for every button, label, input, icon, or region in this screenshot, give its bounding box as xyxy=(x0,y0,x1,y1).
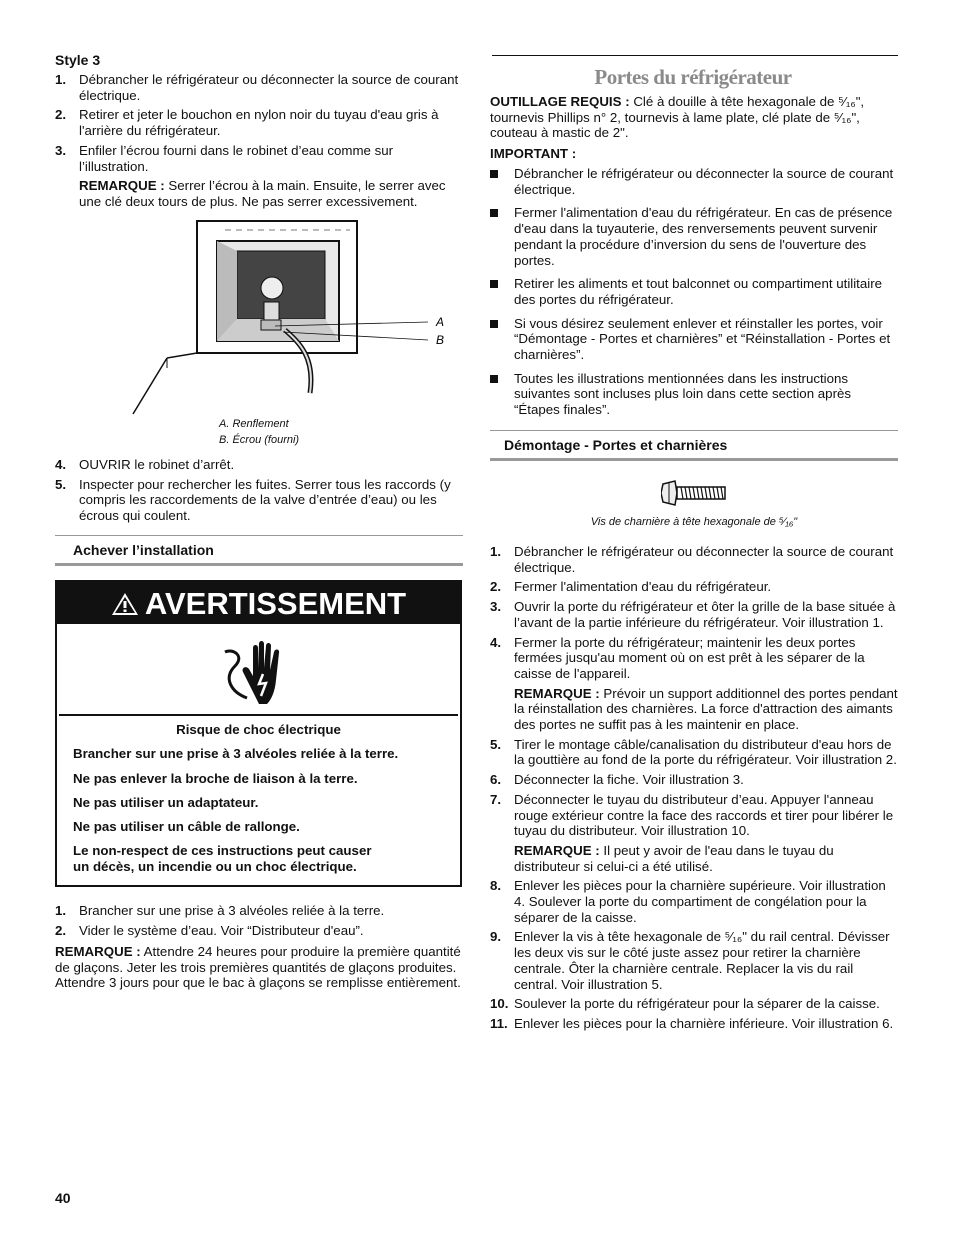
style-heading: Style 3 xyxy=(55,52,101,68)
hex-screw-icon xyxy=(661,480,727,506)
list-item: Retirer les aliments et tout balconnet ou compartiment utilitaire des portes du réfrigérateur. xyxy=(490,276,898,307)
tools-required: OUTILLAGE REQUIS : Clé à douille à tête hexagonale de ⁵⁄₁₆", tournevis Phillips n° 2, tournevis à lame plate, clé plate de ⁵⁄₁₆", couteau à mastic de 2". xyxy=(490,94,865,141)
warning-line: Ne pas utiliser un câble de rallonge. xyxy=(73,819,300,834)
section-header xyxy=(490,430,898,461)
list-item: 4. Fermer la porte du réfrigérateur; maintenir les deux portes fermées jusqu'au moment où on est prêt à les séparer de la caisse de l'appareil. xyxy=(490,634,865,681)
warning-line: un décès, un incendie ou un choc électrique. xyxy=(73,859,357,874)
list-item: Débrancher le réfrigérateur ou déconnecter la source de courant électrique. xyxy=(490,166,898,197)
screw-caption: Vis de charnière à tête hexagonale de ⁵⁄₁₆" xyxy=(590,516,798,528)
list-item: 7. Déconnecter le tuyau du distributeur d’eau. Appuyer l'anneau rouge extérieur contre la face des raccords et tirer pour libérer le tuyau du distributeur. Voir illustration 10. xyxy=(490,791,894,839)
list-item: 3. Ouvrir la porte du réfrigérateur et ôter la grille de la base située à l’avant de la partie inférieure du réfrigérateur. Voir illustration 1. xyxy=(490,599,896,630)
list-item: Si vous désirez seulement enlever et réinstaller les portes, voir “Démontage - Portes et charnières” et “Réinstallation - Portes et charnières”. xyxy=(490,316,898,363)
warning-hazard: Risque de choc électrique xyxy=(176,722,341,737)
list-item: 1. Brancher sur une prise à 3 alvéoles reliée à la terre. xyxy=(55,903,385,918)
section-title: Achever l’installation xyxy=(73,542,214,558)
list-item: 5. Tirer le montage câble/canalisation du distributeur d'eau hors de la gouttière au fond de la porte du réfrigérateur. Voir illustration 2. xyxy=(490,736,897,768)
remark: REMARQUE : Il peut y avoir de l'eau dans le tuyau du distributeur si celui-ci a été utilisé. xyxy=(514,842,834,874)
list-item: Fermer l'alimentation d'eau du réfrigérateur. En cas de présence d'eau dans la tuyauterie, des renversements peuvent survenir pendant la procédure d’inversion du sens de l'ouverture des portes. xyxy=(490,205,898,268)
steps-list-c xyxy=(55,903,463,938)
warning-line: Le non-respect de ces instructions peut causer xyxy=(73,843,372,858)
electric-shock-hand-icon xyxy=(219,634,291,706)
list-item: 8. Enlever les pièces pour la charnière supérieure. Voir illustration 4. Soulever la porte du compartiment de congélation pour la séparer de la caisse. xyxy=(490,878,886,925)
steps-list-b xyxy=(55,457,463,524)
warning-line: Ne pas utiliser un adaptateur. xyxy=(73,795,259,810)
warning-box xyxy=(55,580,462,887)
section-main-title: Portes du réfrigérateur xyxy=(594,65,792,89)
water-valve-illustration xyxy=(125,218,455,416)
list-item: Toutes les illustrations mentionnées dans les instructions suivantes sont incluses plus loin dans cette section après “Étapes finales”. xyxy=(490,371,898,418)
steps-list xyxy=(490,544,898,1032)
section-header xyxy=(55,535,463,566)
list-item: 11. Enlever les pièces pour la charnière inférieure. Voir illustration 6. xyxy=(490,1015,894,1031)
page-number: 40 xyxy=(55,1190,71,1206)
important-bullets xyxy=(490,166,898,418)
warning-icon-area xyxy=(59,624,458,716)
warning-line: Ne pas enlever la broche de liaison à la terre. xyxy=(73,771,358,786)
warning-line: Brancher sur une prise à 3 alvéoles reliée à la terre. xyxy=(73,746,399,761)
label-b: B xyxy=(436,333,445,347)
title-rule xyxy=(492,55,898,56)
list-item: 2. Retirer et jeter le bouchon en nylon noir du tuyau d'eau gris à l'arrière du réfrigérateur. xyxy=(55,107,439,139)
list-item: 2. Vider le système d’eau. Voir “Distributeur d'eau”. xyxy=(55,922,364,938)
remark: REMARQUE : Prévoir un support additionnel des portes pendant la réinstallation des charnières. La force d'attraction des aimants des portes ne suffit pas à les maintenir en place. xyxy=(514,685,898,733)
list-item: 10. Soulever la porte du réfrigérateur pour la séparer de la caisse. xyxy=(490,996,880,1012)
label-a: A xyxy=(436,315,445,329)
section-title: Démontage - Portes et charnières xyxy=(504,437,728,453)
list-item: 9. Enlever la vis à tête hexagonale de ⁵⁄₁₆" du rail central. Dévisser les deux vis sur le côté juste assez pour retirer la charnière centrale. Ôter la charnière centrale. Replacer la vis du rail central. Voir illustration 5. xyxy=(490,929,890,992)
figure-caption: A. Renflement B. Écrou (fourni) xyxy=(219,418,300,446)
list-item: 1. Débrancher le réfrigérateur ou déconnecter la source de courant électrique. xyxy=(55,72,459,103)
list-item: 5. Inspecter pour rechercher les fuites. Serrer tous les raccords (y compris les raccordements de la valve d’entrée d’eau) ou les écrous qui coulent. xyxy=(55,476,451,524)
warning-header: AVERTISSEMENT xyxy=(57,582,460,624)
list-item: 1. Débrancher le réfrigérateur ou déconnecter la source de courant électrique. xyxy=(490,544,894,575)
warning-triangle-icon xyxy=(111,591,139,617)
list-item: 4. OUVRIR le robinet d’arrêt. xyxy=(55,457,235,472)
list-item: 6. Déconnecter la fiche. Voir illustration 3. xyxy=(490,772,744,788)
list-item: 2. Fermer l'alimentation d'eau du réfrigérateur. xyxy=(490,579,772,595)
remark: REMARQUE : Serrer l’écrou à la main. Ensuite, le serrer avec une clé deux tours de plus. Ne pas serrer excessivement. xyxy=(79,178,446,209)
list-item: 3. Enfiler l’écrou fourni dans le robinet d’eau comme sur l’illustration. xyxy=(55,142,394,174)
steps-list-a xyxy=(55,72,463,210)
important-label: IMPORTANT : xyxy=(490,146,577,161)
final-remark: REMARQUE : Attendre 24 heures pour produire la première quantité de glaçons. Jeter les trois premières quantités de glaçons produites. Attendre 3 jours pour que le bac à glaçons se remplisse entièrement. xyxy=(55,944,461,991)
